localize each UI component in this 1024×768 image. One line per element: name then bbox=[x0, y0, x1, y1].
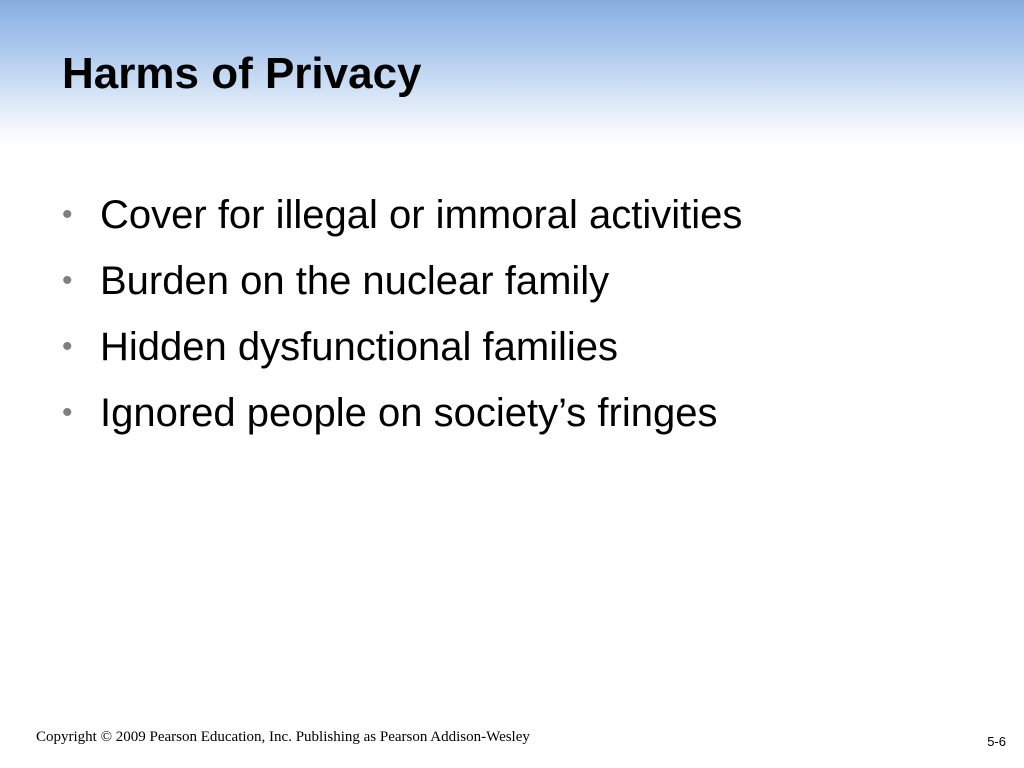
copyright-footer: Copyright © 2009 Pearson Education, Inc. Publishing as Pearson Addison-Wesley bbox=[36, 729, 530, 745]
bullet-text: Ignored people on society’s fringes bbox=[100, 391, 718, 435]
bullet-marker: • bbox=[62, 198, 73, 231]
bullet-text: Cover for illegal or immoral activities bbox=[100, 193, 743, 237]
bullet-text: Burden on the nuclear family bbox=[100, 259, 610, 303]
bullet-marker: • bbox=[62, 396, 73, 429]
bullet-text: Hidden dysfunctional families bbox=[100, 325, 619, 369]
slide-number: 5-6 bbox=[987, 734, 1006, 749]
slide-title: Harms of Privacy bbox=[62, 49, 422, 98]
bullet-marker: • bbox=[62, 264, 73, 297]
bullet-marker: • bbox=[62, 330, 73, 363]
